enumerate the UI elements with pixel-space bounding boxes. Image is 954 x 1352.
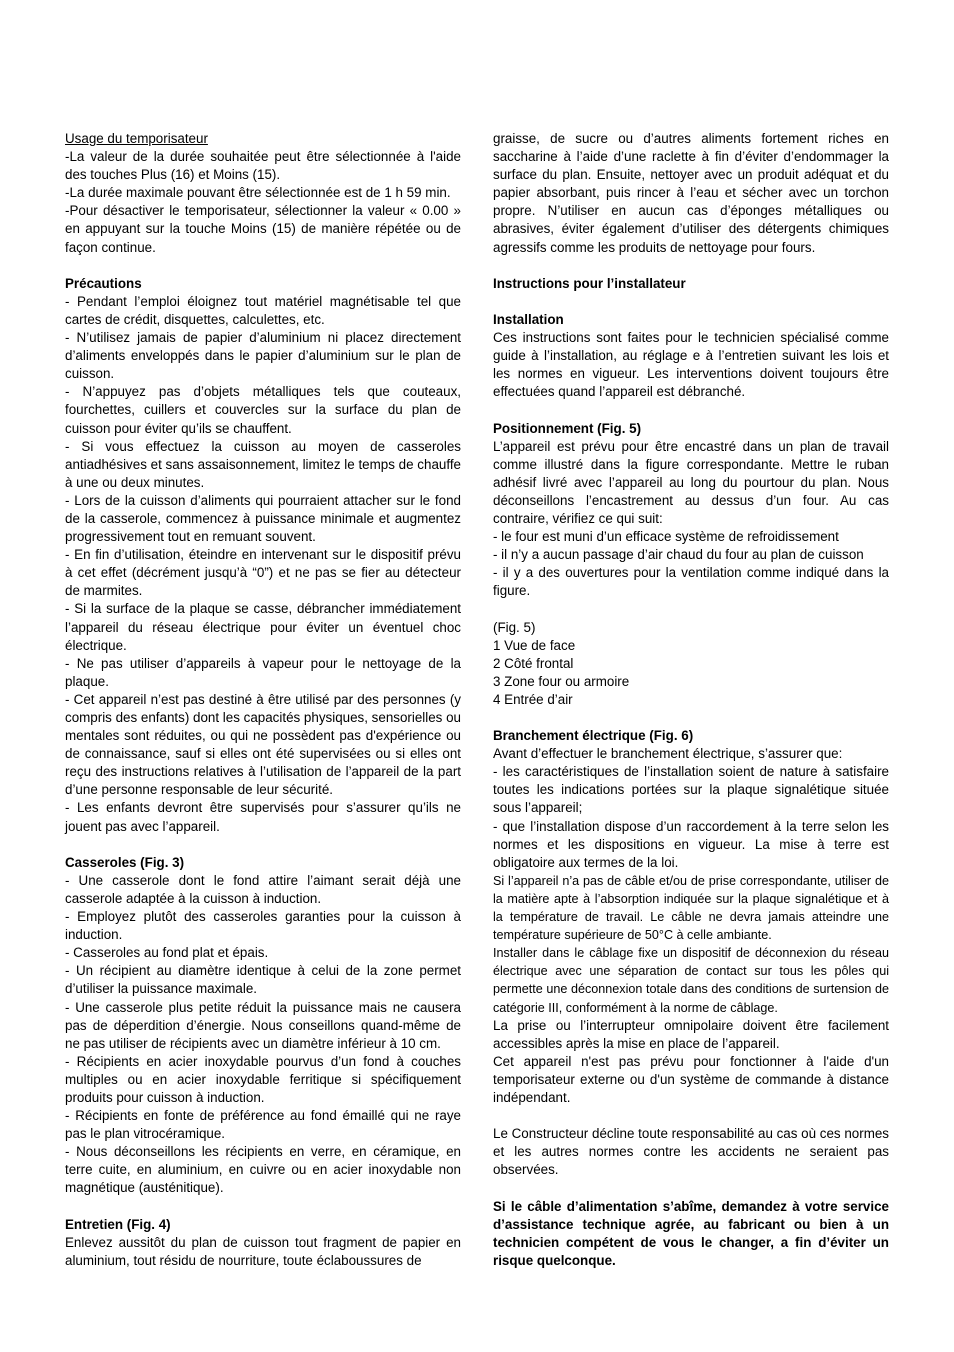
left-column [65, 130, 461, 1270]
body-paragraph: Cet appareil n'est pas prévu pour fonctionner à l'aide d'un temporisateur externe ou d'un système de commande à distance indépendant. [493, 1053, 889, 1105]
body-paragraph: - Pendant l’emploi éloignez tout matériel magnétisable tel que cartes de crédit, disquettes, calculettes, etc. [65, 293, 461, 327]
body-paragraph: Ces instructions sont faites pour le technicien spécialisé comme guide à l’installation, au réglage e à l’entretien suivant les lois et les normes en vigueur. Les interventions doivent toujours être effectuées quand l’appareil est débranché. [493, 330, 889, 400]
body-paragraph: - Les enfants devront être supervisés pour s’assurer qu’ils ne jouent pas avec l’appareil. [65, 800, 461, 834]
body-paragraph: - N’utilisez jamais de papier d’aluminium ni placez directement d’aliments enveloppés dans le papier d’aluminium sur le plan de cuisson. [65, 330, 461, 382]
body-paragraph: 3 Zone four ou armoire [493, 673, 630, 689]
body-paragraph: -La valeur de la durée souhaitée peut être sélectionnée à l'aide des touches Plus (16) et Moins (15). [65, 149, 461, 183]
body-paragraph: - Une casserole dont le fond attire l’aimant serait déjà une casserole adaptée à la cuisson à induction. [65, 872, 461, 906]
body-paragraph: - Lors de la cuisson d’aliments qui pourraient attacher sur le fond de la casserole, commencez à puissance minimale et augmentez progressivement tout en remuant souvent. [65, 492, 461, 545]
paragraph-spacer [65, 257, 461, 275]
body-paragraph: - Ne pas utiliser d’appareils à vapeur pour le nettoyage de la plaque. [65, 655, 461, 689]
paragraph-spacer [65, 836, 461, 854]
paragraph-spacer [493, 1179, 889, 1197]
warning-paragraph: Si le câble d’alimentation s’abîme, demandez à votre service d’assistance technique agrée, au fabricant ou bien à un technicien compétent de vous le changer, a fin d’éviter un risque quelconque. [493, 1198, 889, 1268]
section-heading: Branchement électrique (Fig. 6) [493, 728, 694, 744]
body-paragraph: Enlevez aussitôt du plan de cuisson tout fragment de papier en aluminium, tout résidu de nourriture, toute éclaboussures de [65, 1234, 461, 1268]
body-paragraph: - il y a des ouvertures pour la ventilation comme indiqué dans la figure. [493, 565, 889, 599]
body-paragraph: - Si la surface de la plaque se casse, débrancher immédiatement l’appareil du réseau électrique pour éviter un éventuel choc électrique. [65, 601, 461, 653]
body-paragraph: La prise ou l’interrupteur omnipolaire doivent être facilement accessibles après la mise en place de l’appareil. [493, 1017, 889, 1051]
body-paragraph: graisse, de sucre ou d’autres aliments fortement riches en saccharine à l’aide d’une raclette à fin d’éviter d’endommager la surface du plan. Ensuite, nettoyer avec un produit adéquat et du papier absorbant, puis rincer à l’eau et sécher avec un torchon propre. N’utiliser en aucun cas d’éponges métalliques ou abrasives, éviter également d’utiliser des détergents chimiques agressifs comme les produits de nettoyage pour fours. [493, 131, 889, 255]
paragraph-spacer [493, 709, 889, 727]
paragraph-spacer [493, 401, 889, 419]
body-paragraph: 2 Côté frontal [493, 655, 574, 671]
body-paragraph: - Si vous effectuez la cuisson au moyen de casseroles antiadhésives et sans assaisonnement, limitez le temps de chauffe à une ou deux minutes. [65, 438, 461, 490]
body-paragraph: 1 Vue de face [493, 637, 576, 653]
body-paragraph: Installer dans le câblage fixe un dispositif de déconnexion du réseau électrique avec une séparation de contact sur tous les pôles qui permette une déconnexion totale dans des conditions de surtension de catégorie III, conformément à la norme de câblage. [493, 946, 889, 1015]
body-paragraph: - Un récipient au diamètre identique à celui de la zone permet d’utiliser la puissance maximale. [65, 963, 461, 997]
right-column [493, 130, 889, 1270]
body-paragraph: 4 Entrée d’air [493, 691, 573, 707]
section-heading: Instructions pour l’installateur [493, 275, 686, 291]
body-paragraph: Avant d’effectuer le branchement électrique, s’assurer que: [493, 746, 843, 762]
body-paragraph: -Pour désactiver le temporisateur, sélectionner la valeur « 0.00 » en appuyant sur la touche Moins (15) de manière répétée ou de façon continue. [65, 203, 461, 255]
body-paragraph: - Récipients en acier inoxydable pourvus d’un fond à couches multiples ou en acier inoxydable ferritique si spécifiquement produits pour cuisson à induction. [65, 1053, 461, 1105]
body-paragraph: - Une casserole plus petite réduit la puissance mais ne causera pas de déperdition d’énergie. Nous conseillons quand-même de ne pas utiliser de récipients avec un diamètre inférieur à 10 cm. [65, 999, 461, 1051]
body-paragraph: - Nous déconseillons les récipients en verre, en céramique, en terre cuite, en aluminium, en cuivre ou en acier inoxydable non magnétique (austénitique). [65, 1144, 461, 1196]
body-paragraph: - N’appuyez pas d’objets métalliques tels que couteaux, fourchettes, cuillers et couvercles sur la surface du plan de cuisson pour éviter qu’ils se chauffent. [65, 384, 461, 436]
paragraph-spacer [493, 600, 889, 618]
body-paragraph: - En fin d’utilisation, éteindre en intervenant sur le dispositif prévu à cet effet (décrément jusqu’à “0”) et ne pas se fier au détecteur de marmites. [65, 547, 461, 599]
body-paragraph: - Casseroles au fond plat et épais. [65, 945, 269, 961]
body-paragraph: - que l’installation dispose d’un raccordement à la terre selon les normes et les dispositions en vigueur. La mise à terre est obligatoire aux termes de la loi. [493, 818, 889, 870]
paragraph-spacer [493, 257, 889, 275]
section-heading: Usage du temporisateur [65, 131, 208, 146]
section-heading: Positionnement (Fig. 5) [493, 420, 642, 436]
body-paragraph: -La durée maximale pouvant être sélectionnée est de 1 h 59 min. [65, 185, 451, 201]
body-paragraph: Si l’appareil n’a pas de câble et/ou de prise correspondante, utiliser de la matière apte à l’absorption indiquée sur la plaque signalétique et à la température de travail. Le câble ne devra jamais atteindre une température supérieure de 50°C à celle ambiante. [493, 873, 889, 943]
body-paragraph: - il n’y a aucun passage d’air chaud du four au plan de cuisson [493, 547, 864, 563]
section-heading: Entretien (Fig. 4) [65, 1216, 171, 1232]
paragraph-spacer [493, 1107, 889, 1125]
body-paragraph: - Cet appareil n’est pas destiné à être utilisé par des personnes (y compris des enfants) dont les capacités physiques, sensorielles ou mentales sont réduites, ou qui ne possèdent pas d'expérience ou de connaissance, sauf si elles ont été supervisées ou si elles ont reçu des instructions relatives à l’utilisation de l’appareil de la part d’une personne responsable de leur sécurité. [65, 691, 461, 798]
body-paragraph: (Fig. 5) [493, 619, 536, 635]
section-heading: Installation [493, 311, 564, 327]
section-heading: Précautions [65, 275, 142, 291]
section-heading: Casseroles (Fig. 3) [65, 854, 185, 870]
body-paragraph: - Employez plutôt des casseroles garanties pour la cuisson à induction. [65, 909, 461, 943]
paragraph-spacer [493, 293, 889, 311]
body-paragraph: - le four est muni d’un efficace système de refroidissement [493, 529, 839, 545]
body-paragraph: L’appareil est prévu pour être encastré dans un plan de travail comme illustré dans la figure correspondante. Mettre le ruban adhésif livré avec l’appareil au long du pourtour du plan. Nous déconseillons l’encastrement au dessus d’un four. Au cas contraire, vérifiez ce qui suit: [493, 438, 889, 526]
body-paragraph: - Récipients en fonte de préférence au fond émaillé qui ne raye pas le plan vitrocéramique. [65, 1108, 461, 1142]
body-paragraph: - les caractéristiques de l’installation soient de nature à satisfaire toutes les indications portées sur la plaque signalétique située sous l’appareil; [493, 764, 889, 816]
body-paragraph: Le Constructeur décline toute responsabilité au cas où ces normes et les autres normes contre les accidents ne seraient pas observées. [493, 1126, 889, 1178]
paragraph-spacer [65, 1198, 461, 1216]
